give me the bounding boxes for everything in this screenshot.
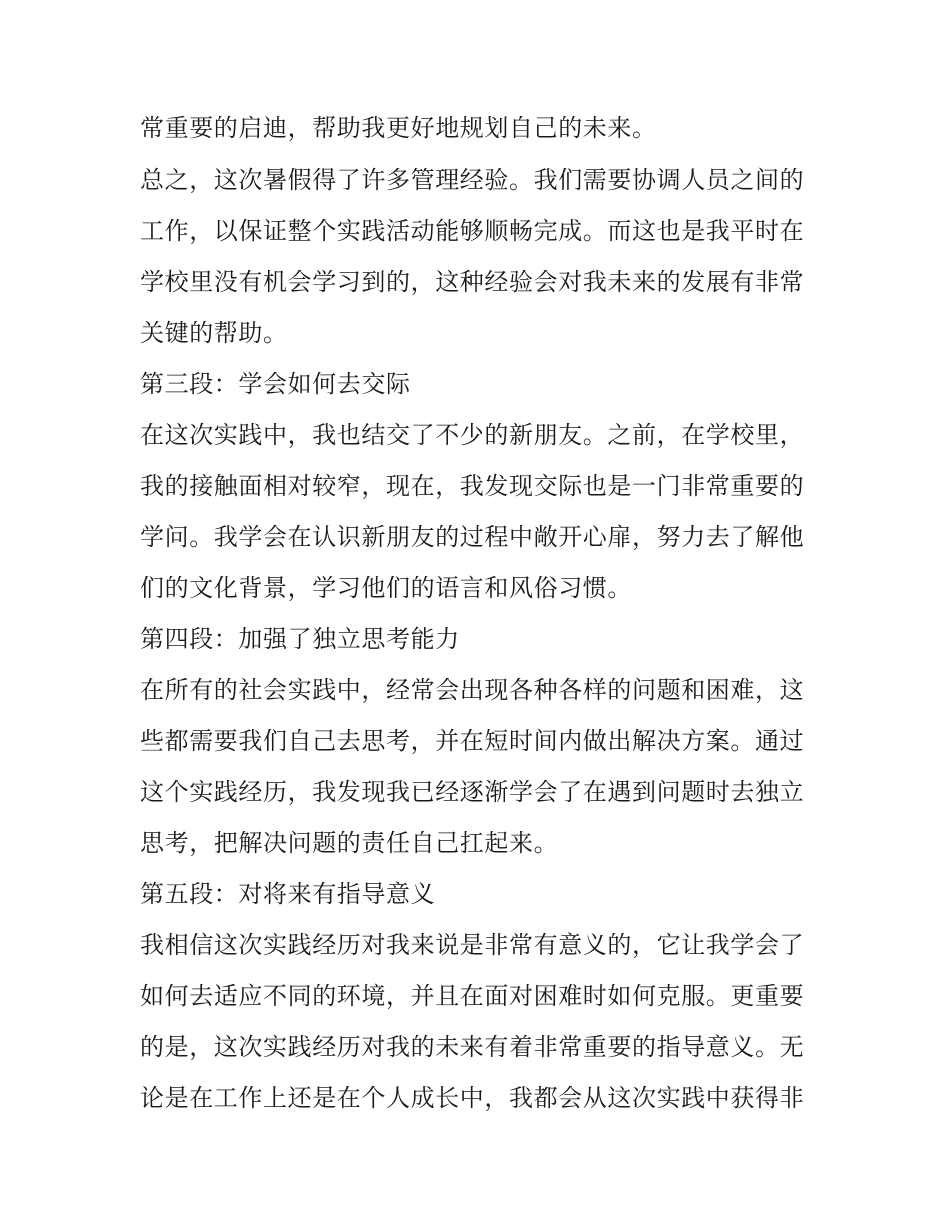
text-line: 们的文化背景，学习他们的语言和风俗习惯。 — [140, 574, 632, 602]
text-line: 这个实践经历，我发现我已经逐渐学会了在遇到问题时去独立 — [140, 778, 805, 806]
text-line: 的是，这次实践经历对我的未来有着非常重要的指导意义。无 — [140, 1033, 805, 1061]
text-line: 学问。我学会在认识新朋友的过程中敞开心扉，努力去了解他 — [140, 523, 805, 551]
text-line: 工作，以保证整个实践活动能够顺畅完成。而这也是我平时在 — [140, 217, 805, 245]
text-line: 关键的帮助。 — [140, 319, 288, 347]
section-heading-4: 第四段：加强了独立思考能力 — [140, 625, 460, 653]
text-line: 如何去适应不同的环境，并且在面对困难时如何克服。更重要 — [140, 982, 805, 1010]
text-line: 在所有的社会实践中，经常会出现各种各样的问题和困难，这 — [140, 676, 805, 704]
text-line: 在这次实践中，我也结交了不少的新朋友。之前，在学校里， — [140, 421, 805, 449]
section-heading-5: 第五段：对将来有指导意义 — [140, 880, 436, 908]
text-line: 我的接触面相对较窄，现在，我发现交际也是一门非常重要的 — [140, 472, 805, 500]
text-line: 些都需要我们自己去思考，并在短时间内做出解决方案。通过 — [140, 727, 805, 755]
text-line: 总之，这次暑假得了许多管理经验。我们需要协调人员之间的 — [140, 166, 805, 194]
section-heading-3: 第三段：学会如何去交际 — [140, 370, 411, 398]
text-line: 学校里没有机会学习到的，这种经验会对我未来的发展有非常 — [140, 268, 805, 296]
text-line: 常重要的启迪，帮助我更好地规划自己的未来。 — [140, 114, 657, 142]
text-line: 论是在工作上还是在个人成长中，我都会从这次实践中获得非 — [140, 1084, 805, 1112]
text-line: 我相信这次实践经历对我来说是非常有意义的，它让我学会了 — [140, 931, 805, 959]
text-line: 思考，把解决问题的责任自己扛起来。 — [140, 829, 559, 857]
